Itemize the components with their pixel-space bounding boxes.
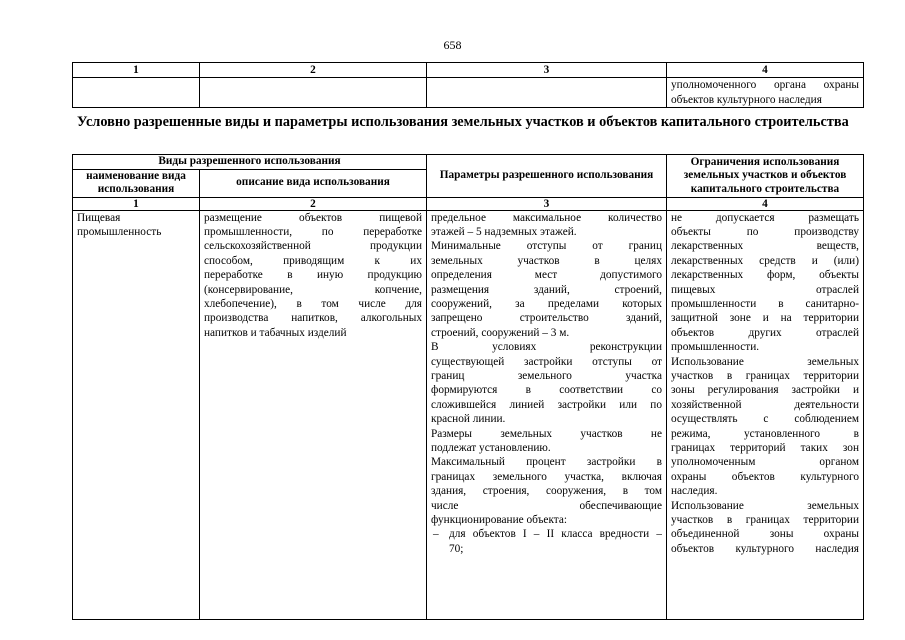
restrictions-line: хозяйственной деятельности [671,398,859,411]
description-line: промышленности, по переработке [204,225,422,238]
restrictions-line: промышленности в санитарно- [671,297,859,310]
parameters-line: границах земельного участка, включая [431,470,662,483]
parameters-line: границ земельного участка [431,369,662,382]
restrictions-line: промышленности. [671,341,760,354]
parameters-line: Размеры земельных участков не [431,427,662,440]
restrictions-line: лекарственных средств и (или) [671,254,859,267]
restrictions-line: охраны объектов культурного [671,470,859,483]
restrictions-line: объединенной зоны охраны [671,528,859,541]
description-line: переработке в иную продукцию [204,269,422,282]
description-line: (консервирование, копчение, [204,283,422,296]
col-number-1: 1 [73,63,200,78]
restrictions-line: Использование земельных [671,499,859,512]
parameters-line: сооружений, за пределами которых [431,297,662,310]
parameters-line: сложившейся линией застройки или по [431,398,662,411]
parameters-line: земельных участков в целях [431,254,662,267]
description-line: производства напитков, алкогольных [204,312,422,325]
col-number-4: 4 [667,197,864,210]
parameters-line: Минимальные отступы от границ [431,240,662,253]
restrictions-line: защитной зоне и на территории [671,312,859,325]
description-line: сельскохозяйственной продукции [204,240,422,253]
section-title: Условно разрешенные виды и параметры использования земельных участков и объектов капитального строительства [77,114,849,130]
permitted-uses-table [72,154,864,620]
table-row [73,210,864,619]
restrictions-line: не допускается размещать [671,211,859,224]
continued-row [73,78,864,108]
use-description-cell [200,210,427,619]
restrictions-line: участков в границах территории [671,369,859,382]
cont-cell-3 [427,78,667,108]
restrictions-line: лекарственных форм, объекты [671,269,859,282]
restrictions-line: наследия. [671,485,718,498]
parameters-line: формируются в соответствии со [431,384,662,397]
parameters-line: красной линии. [431,413,506,426]
page-number: 658 [443,38,462,52]
restrictions-line: режима, установленного в [671,427,859,440]
restrictions-cell [667,210,864,619]
restrictions-line: лекарственных веществ, [671,240,859,253]
header-use-description: описание вида использования [200,169,427,197]
cont-cell-4 [667,78,864,108]
restrictions-line: границах территорий таких зон [671,442,859,454]
parameters-line: числе обеспечивающие [431,499,662,512]
parameters-bullet-line: 70; [449,542,464,555]
parameters-line: здания, строения, сооружения, в том [431,485,662,498]
parameters-line: В условиях реконструкции [431,341,662,354]
col-number-4: 4 [667,63,864,78]
col-number-1: 1 [73,197,200,210]
restrictions-line: пищевых отраслей [671,283,859,296]
restrictions-line: объекты по производству [671,225,859,238]
restrictions-line: осуществлять с соблюдением [671,413,859,426]
restrictions-line: объектов других отраслей [671,326,859,339]
parameters-line: запрещено строительство зданий, [431,312,662,325]
col-number-2: 2 [200,63,427,78]
restrictions-line: объектов культурного наследия [671,542,859,555]
column-number-row [73,63,864,78]
header-parameters: Параметры разрешенного использования [427,155,667,198]
header-group-uses: Виды разрешенного использования [73,155,427,170]
parameters-cell [427,210,667,619]
parameters-line: размещения зданий, строений, [431,283,662,296]
col-number-2: 2 [200,197,427,210]
use-name-cell [73,210,200,619]
cont-cell-2 [200,78,427,108]
restrictions-line: участков в границах территории [671,514,859,527]
continued-table [72,62,864,108]
parameters-line: предельное максимальное количество [431,211,662,224]
parameters-line: этажей – 5 надземных этажей. [431,225,577,238]
header-restrictions: Ограничения использования земельных участков и объектов капитального строительства [667,155,864,198]
description-line: хлебопечение), в том числе для [204,297,422,310]
parameters-line: строений, сооружений – 3 м. [431,326,570,339]
use-name: Пищевая промышленность [77,211,162,238]
parameters-line: функционирование объекта: [431,514,568,527]
cont-line: уполномоченного органа охраны [671,79,859,92]
parameters-bullet-line: – для объектов I – II класса вредности – [431,527,662,541]
cont-line: объектов культурного наследия [671,93,822,106]
parameters-line: подлежат установлению. [431,442,551,454]
restrictions-line: Использование земельных [671,355,859,368]
description-line: напитков и табачных изделий [204,326,347,339]
parameters-line: определения мест допустимого [431,269,662,282]
restrictions-line: уполномоченным органом [671,456,859,469]
parameters-line: существующей застройки отступы от [431,355,662,368]
cont-cell-1 [73,78,200,108]
description-line: размещение объектов пищевой [204,211,422,224]
description-line: способом, приводящим к их [204,254,422,267]
col-number-3: 3 [427,197,667,210]
parameters-line: Максимальный процент застройки в [431,456,662,469]
restrictions-line: зоны регулирования застройки и [671,384,859,397]
header-use-name: наименование вида использования [73,169,200,197]
col-number-3: 3 [427,63,667,78]
